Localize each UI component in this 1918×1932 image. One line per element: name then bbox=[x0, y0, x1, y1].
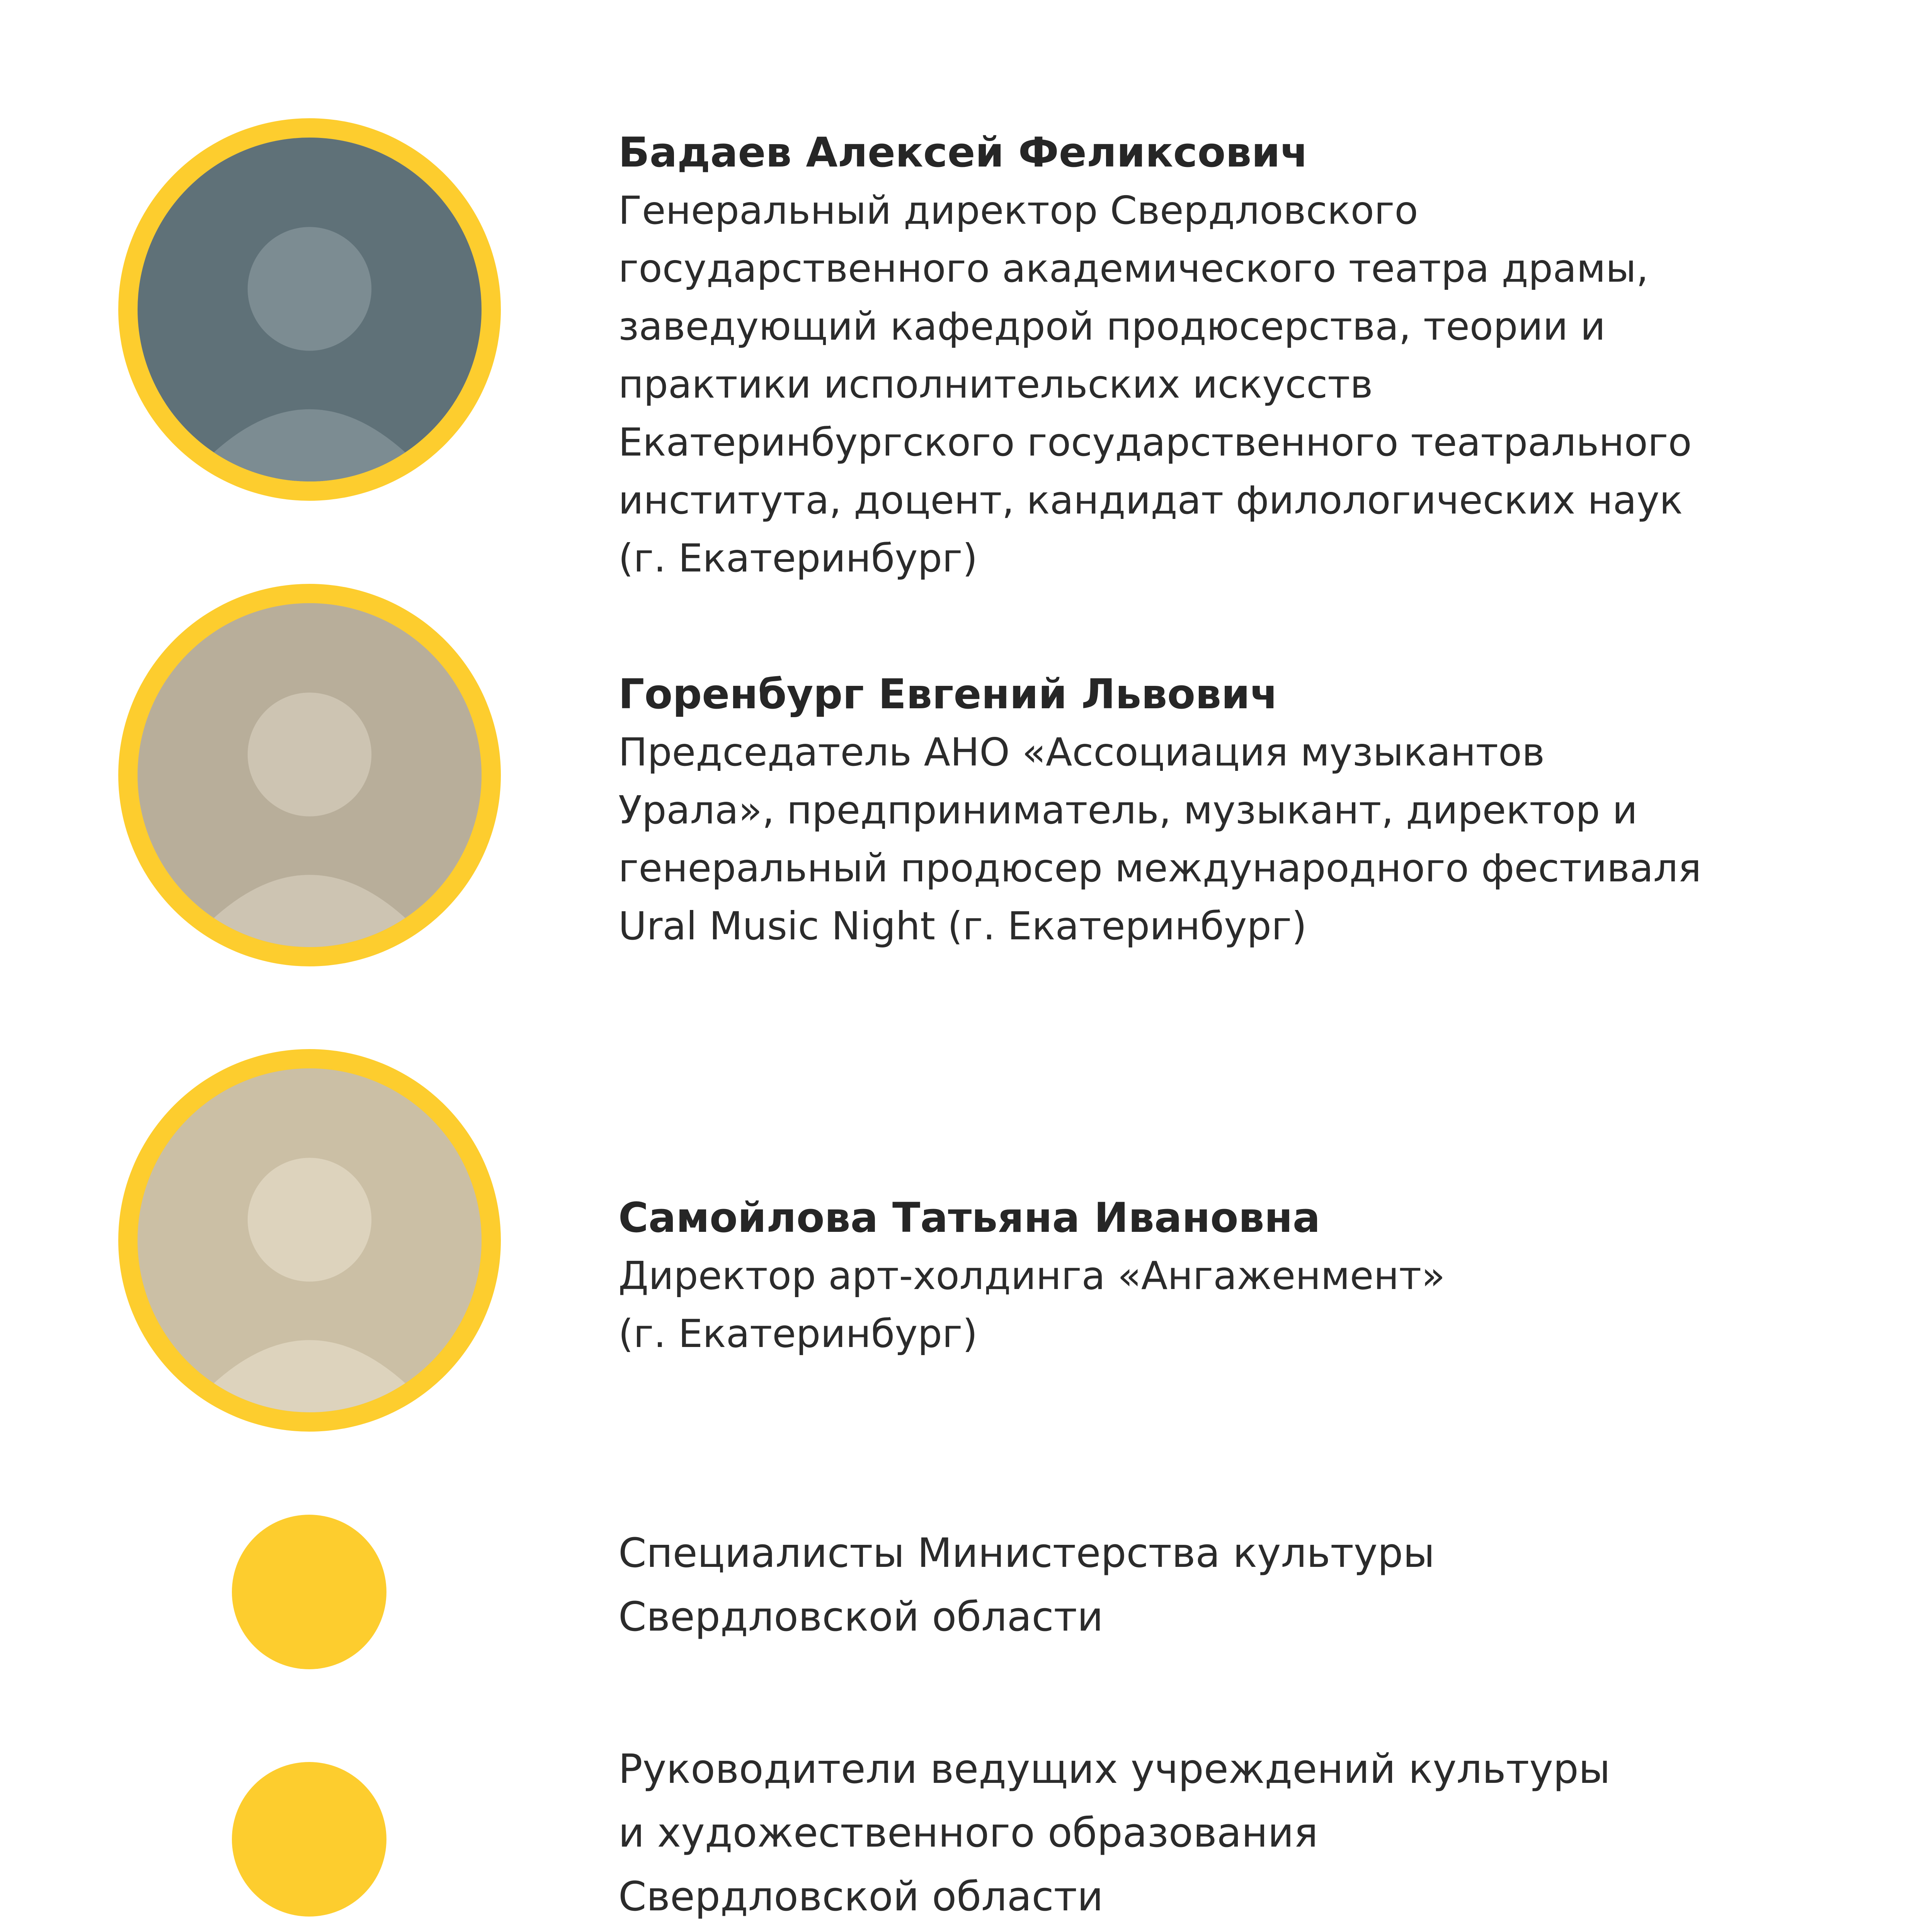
group-2 bbox=[618, 1737, 1874, 1929]
speaker-role-line: генеральный продюсер международного фестиваля bbox=[618, 845, 1702, 891]
speaker-role-2 bbox=[618, 723, 1874, 955]
photo-placeholder-3 bbox=[138, 1068, 482, 1412]
speaker-photo-1 bbox=[118, 118, 501, 501]
speaker-photo-2 bbox=[118, 584, 501, 966]
group-line: Специалисты Министерства культуры bbox=[618, 1529, 1435, 1577]
group-line: и художественного образования bbox=[618, 1809, 1318, 1856]
group-line: Свердловской области bbox=[618, 1593, 1103, 1640]
group-1 bbox=[618, 1521, 1874, 1649]
speaker-photo-3 bbox=[118, 1049, 501, 1432]
speaker-role-line: заведующий кафедрой продюсерства, теории и bbox=[618, 304, 1606, 349]
speaker-role-line: Ural Music Night (г. Екатеринбург) bbox=[618, 903, 1307, 949]
speaker-role-line: государственного академического театра драмы, bbox=[618, 246, 1649, 291]
speaker-role-line: (г. Екатеринбург) bbox=[618, 1311, 978, 1356]
speaker-name-3: Самойлова Татьяна Ивановна bbox=[618, 1194, 1321, 1242]
speaker-role-3 bbox=[618, 1247, 1874, 1363]
speaker-info-1 bbox=[618, 124, 1874, 587]
speaker-role-line: Екатеринбургского государственного театрального bbox=[618, 420, 1692, 465]
speaker-role-line: Генеральный директор Свердловского bbox=[618, 188, 1418, 233]
speaker-role-line: института, доцент, кандидат филологических наук bbox=[618, 478, 1683, 523]
speaker-role-line: Урала», предприниматель, музыкант, директор и bbox=[618, 787, 1638, 833]
speaker-role-line: практики исполнительских искусств bbox=[618, 362, 1373, 407]
photo-placeholder-2 bbox=[138, 603, 482, 947]
speaker-role-line: Председатель АНО «Ассоциация музыкантов bbox=[618, 730, 1545, 775]
group-line: Руководители ведущих учреждений культуры bbox=[618, 1745, 1610, 1793]
speaker-role-line: (г. Екатеринбург) bbox=[618, 536, 978, 581]
photo-placeholder-1 bbox=[138, 138, 482, 481]
speaker-name-1: Бадаев Алексей Феликсович bbox=[618, 129, 1309, 176]
speaker-name-2: Горенбург Евгений Львович bbox=[618, 670, 1278, 718]
bullet-dot-1 bbox=[232, 1515, 386, 1669]
speaker-info-3 bbox=[618, 1189, 1874, 1363]
speaker-role-1 bbox=[618, 182, 1874, 587]
group-line: Свердловской области bbox=[618, 1873, 1103, 1920]
speaker-role-line: Директор арт-холдинга «Ангаженмент» bbox=[618, 1253, 1445, 1298]
speaker-info-2 bbox=[618, 665, 1874, 955]
bullet-dot-2 bbox=[232, 1762, 386, 1917]
